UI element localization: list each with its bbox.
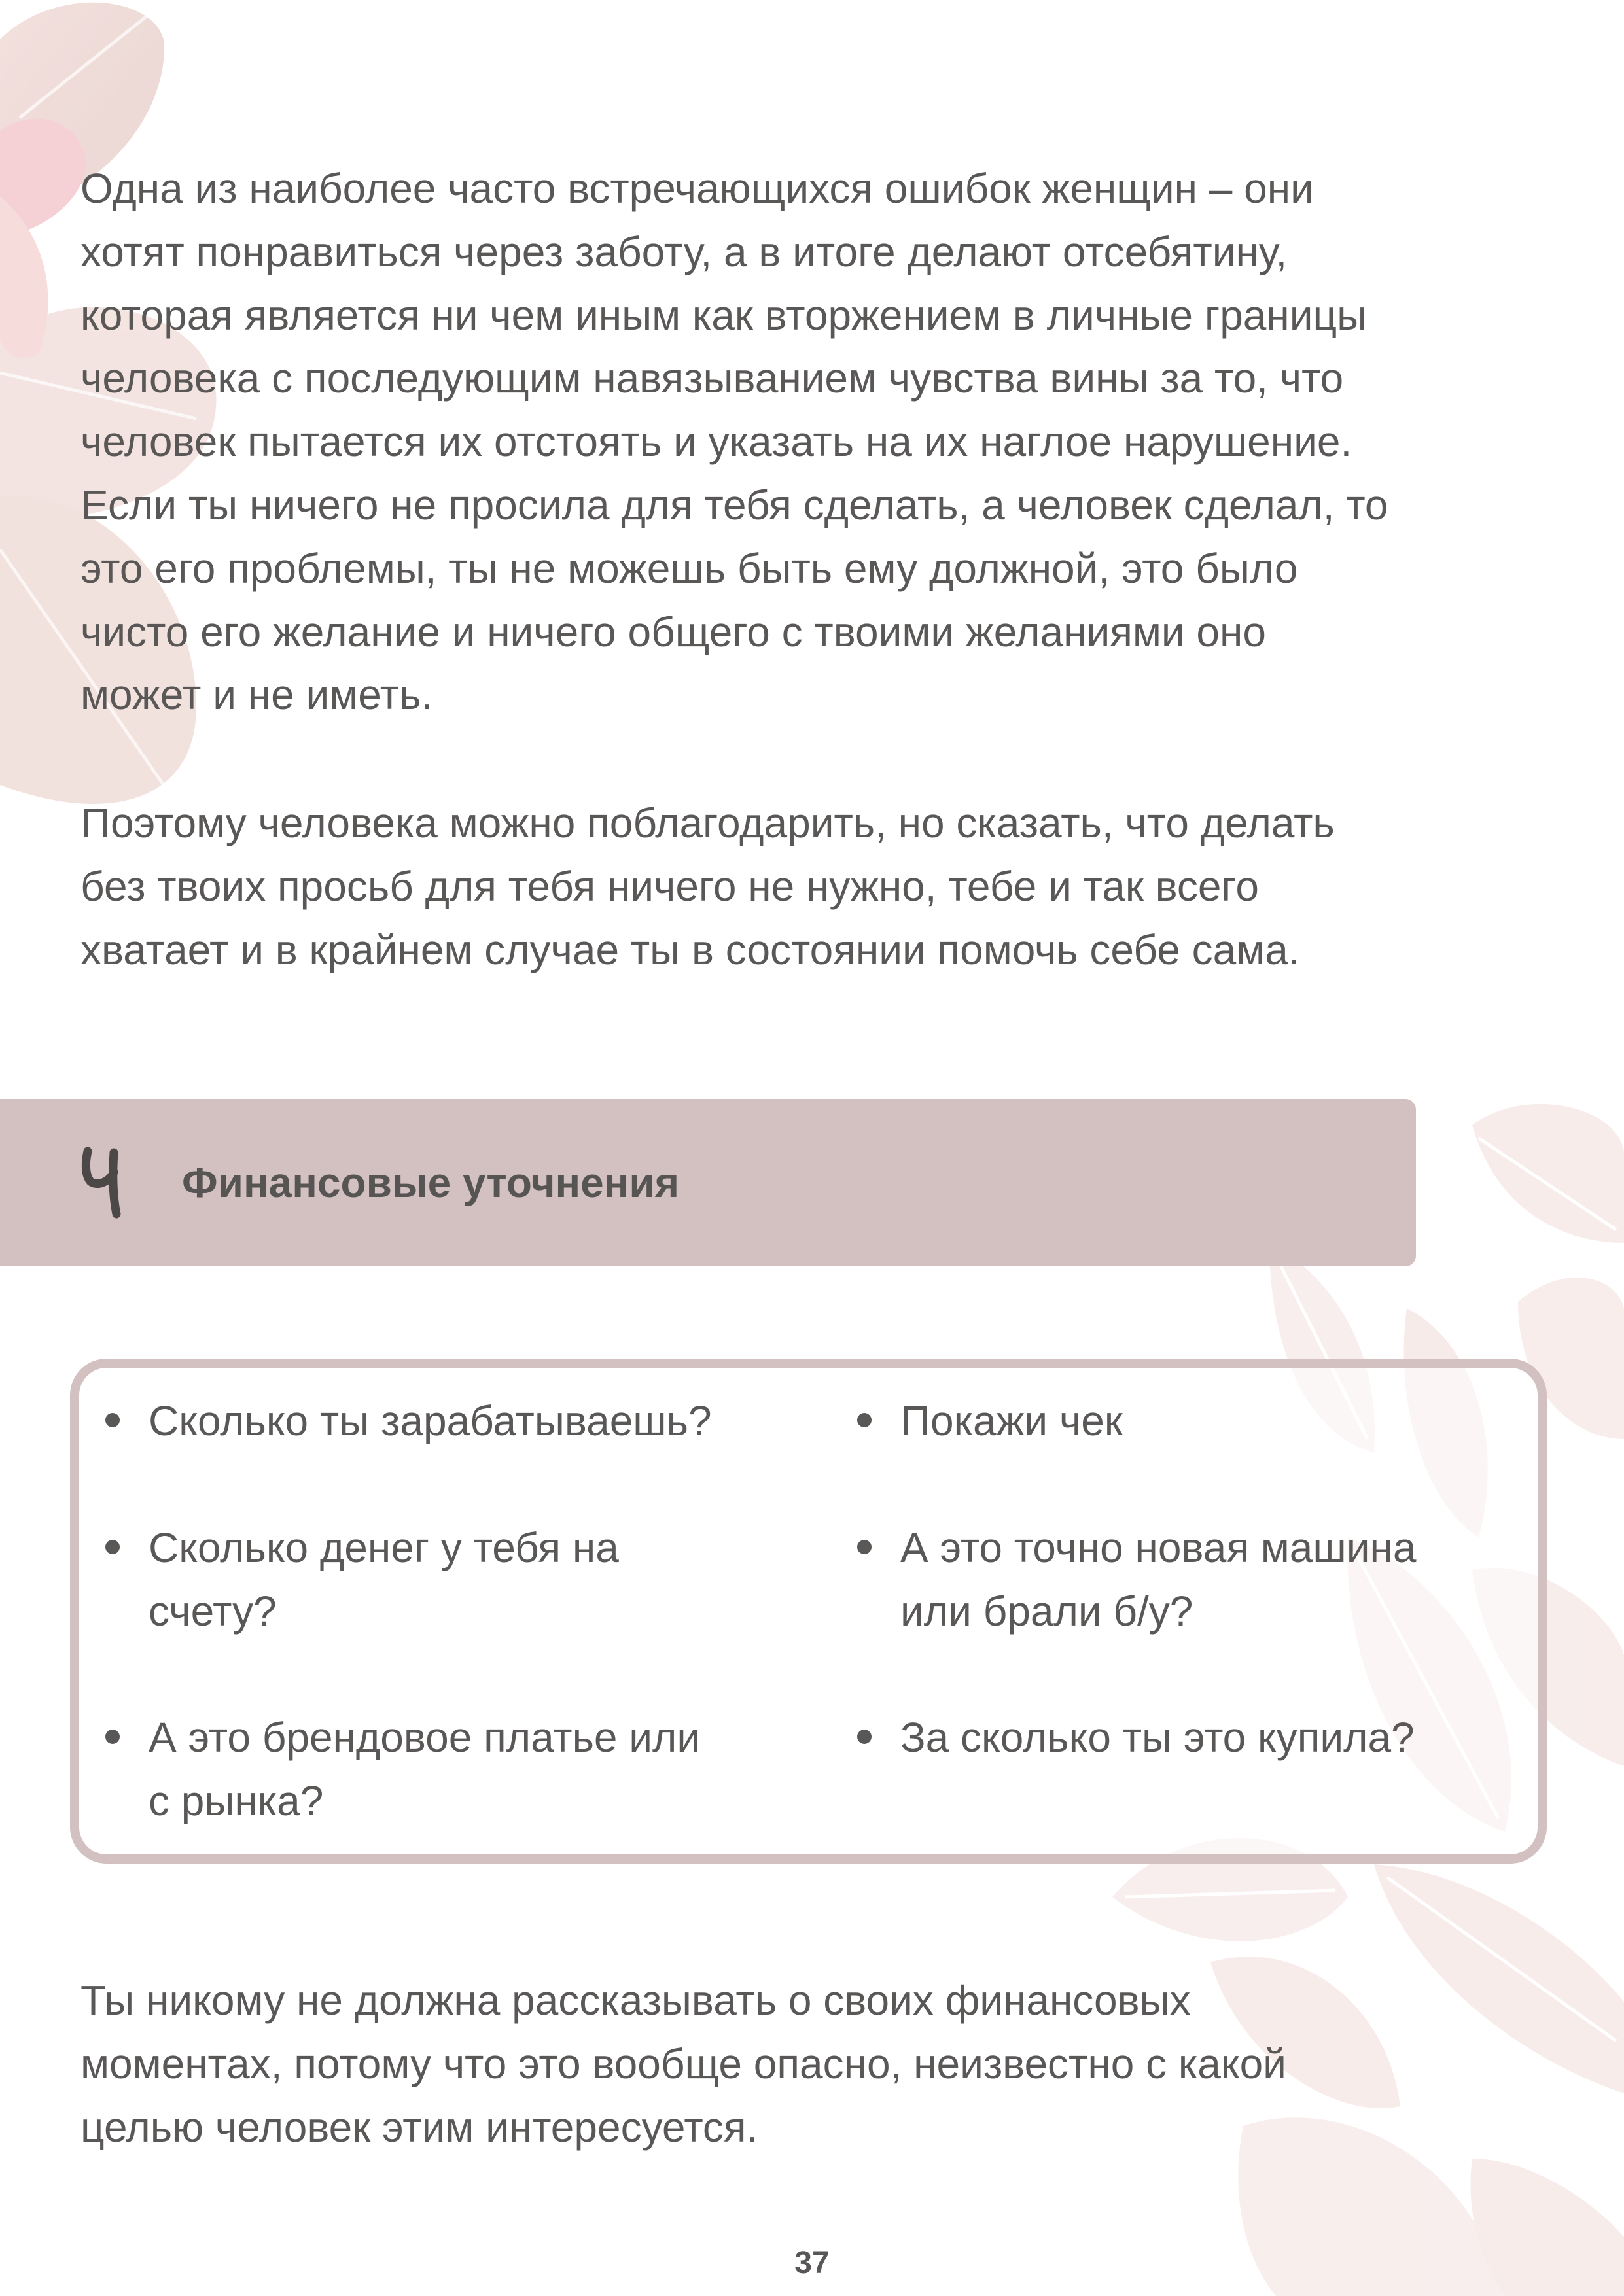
page-number: 37	[794, 2246, 830, 2280]
bullet-icon	[857, 1730, 872, 1744]
bullet-icon	[857, 1413, 872, 1427]
question-item: Сколько ты зарабатываешь?	[149, 1397, 712, 1444]
question-item: А это точно новая машина или брали б/у?	[900, 1524, 1417, 1635]
bullet-icon	[105, 1413, 120, 1427]
section-title: Финансовые уточнения	[182, 1159, 680, 1206]
bullet-icon	[105, 1540, 120, 1554]
question-item: За сколько ты это купила?	[900, 1714, 1415, 1761]
intro-paragraph-2: Поэтому человека можно поблагодарить, но сказать, что делать без твоих просьб для тебя ничего не нужно, тебе и так всего хватает и в крайнем случае ты в состоянии помочь себе сама.	[80, 799, 1335, 973]
question-item: Покажи чек	[900, 1397, 1123, 1444]
question-item: Сколько денег у тебя на счету?	[149, 1524, 619, 1635]
bullet-icon	[105, 1730, 120, 1744]
bullet-icon	[857, 1540, 872, 1554]
intro-paragraph-1: Одна из наиболее часто встречающихся ошибок женщин – они хотят понравиться через заботу, а в итоге делают отсебятину, которая является ни чем иным как вторжением в личные границы человека с последующим навязыванием чувства вины за то, что человек пытается их отстоять и указать на их наглое нарушение. Если ты ничего не просила для тебя сделать, а человек сделал, то это его проблемы, ты не можешь быть ему должной, это было чисто его желание и ничего общего с твоими желаниями оно может и не иметь.	[80, 165, 1388, 719]
section-number-icon	[80, 1143, 126, 1222]
conclusion-paragraph: Ты никому не должна рассказывать о своих финансовых моментах, потому что это вообще опасно, неизвестно с какой целью человек этим интересуется.	[80, 1977, 1286, 2151]
question-item: А это брендовое платье или с рынка?	[149, 1714, 701, 1824]
